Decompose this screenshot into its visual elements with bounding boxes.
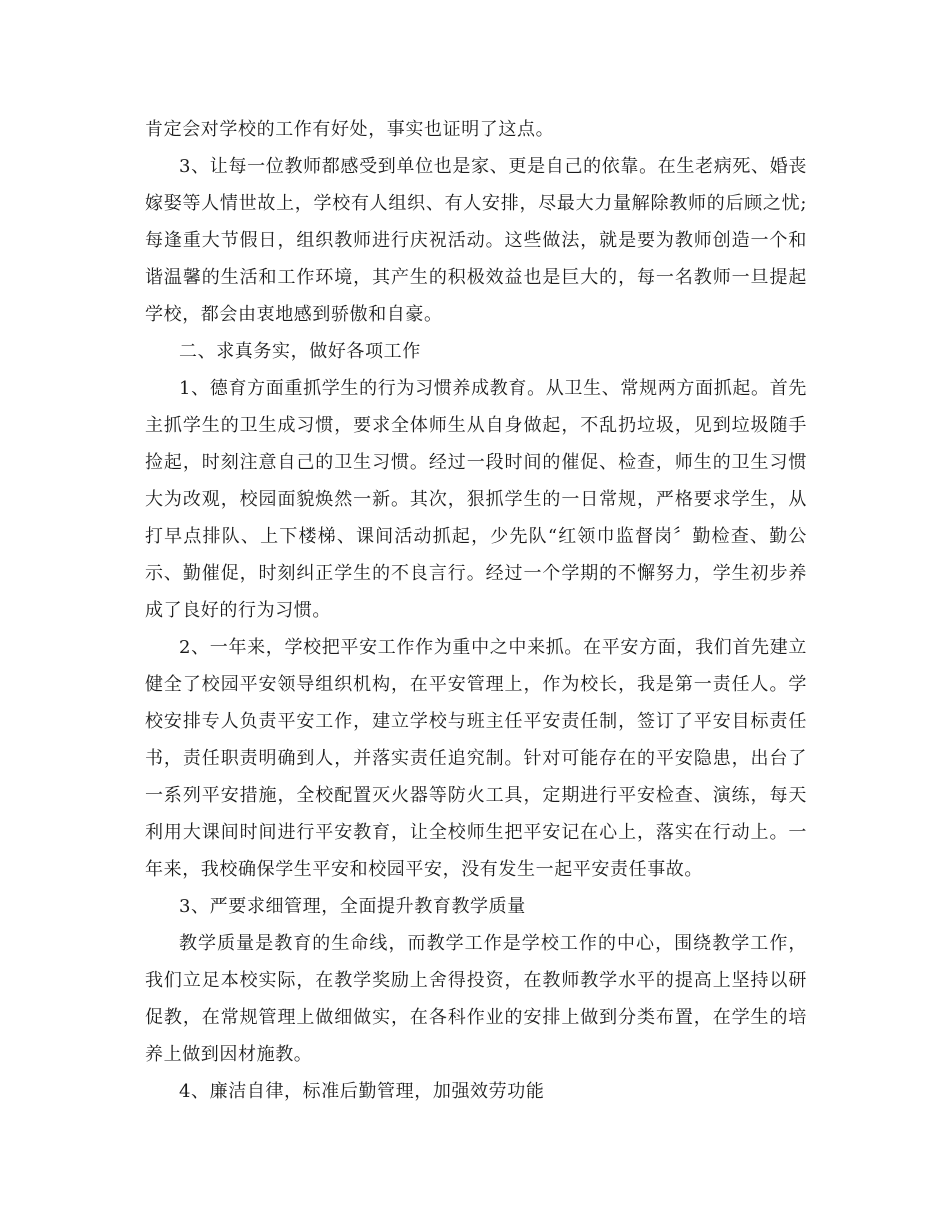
document-body [145, 111, 807, 1110]
paragraph-item-3-teacher-care: 3、让每一位教师都感受到单位也是家、更是自己的依靠。在生老病死、婚丧嫁娶等人情世故上，学校有人组织、有人安排，尽最大力量解除教师的后顾之忧;每逢重大节假日，组织教师进行庆祝活动。这些做法，就是要为教师创造一个和谐温馨的生活和工作环境，其产生的积极效益也是巨大的，每一名教师一旦提起学校，都会由衷地感到骄傲和自豪。 [145, 156, 807, 325]
subheading-item-3-quality: 3、严要求细管理，全面提升教育教学质量 [179, 896, 526, 917]
section-heading-2: 二、求真务实，做好各项工作 [179, 341, 421, 362]
paragraph-item-2-safety: 2、一年来，学校把平安工作作为重中之中来抓。在平安方面，我们首先建立健全了校园平安领导组织机构，在平安管理上，作为校长，我是第一责任人。学校安排专人负责平安工作，建立学校与班主任平安责任制，签订了平安目标责任书，责任职责明确到人，并落实责任追究制。针对可能存在的平安隐患，出台了一系列平安措施，全校配置灭火器等防火工具，定期进行平安检查、演练，每天利用大课间时间进行平安教育，让全校师生把平安记在心上，落实在行动上。一年来，我校确保学生平安和校园平安，没有发生一起平安责任事故。 [145, 637, 807, 880]
paragraph-continuation: 肯定会对学校的工作有好处，事实也证明了这点。 [145, 119, 555, 140]
paragraph-teaching-quality: 教学质量是教育的生命线，而教学工作是学校工作的中心，围绕教学工作，我们立足本校实际，在教学奖励上舍得投资，在教师教学水平的提高上坚持以研促教，在常规管理上做细做实，在各科作业的安排上做到分类布置，在学生的培养上做到因材施教。 [145, 933, 807, 1065]
subheading-item-4-logistics: 4、廉洁自律，标准后勤管理，加强效劳功能 [179, 1081, 545, 1102]
paragraph-item-1-moral-education: 1、德育方面重抓学生的行为习惯养成教育。从卫生、常规两方面抓起。首先主抓学生的卫生成习惯，要求全体师生从自身做起，不乱扔垃圾，见到垃圾随手捡起，时刻注意自己的卫生习惯。经过一段时间的催促、检查，师生的卫生习惯大为改观，校园面貌焕然一新。其次，狠抓学生的一日常规，严格要求学生，从打早点排队、上下楼梯、课间活动抓起，少先队“红领巾监督岗〞勤检查、勤公示、勤催促，时刻纠正学生的不良言行。经过一个学期的不懈努力，学生初步养成了良好的行为习惯。 [145, 378, 807, 621]
